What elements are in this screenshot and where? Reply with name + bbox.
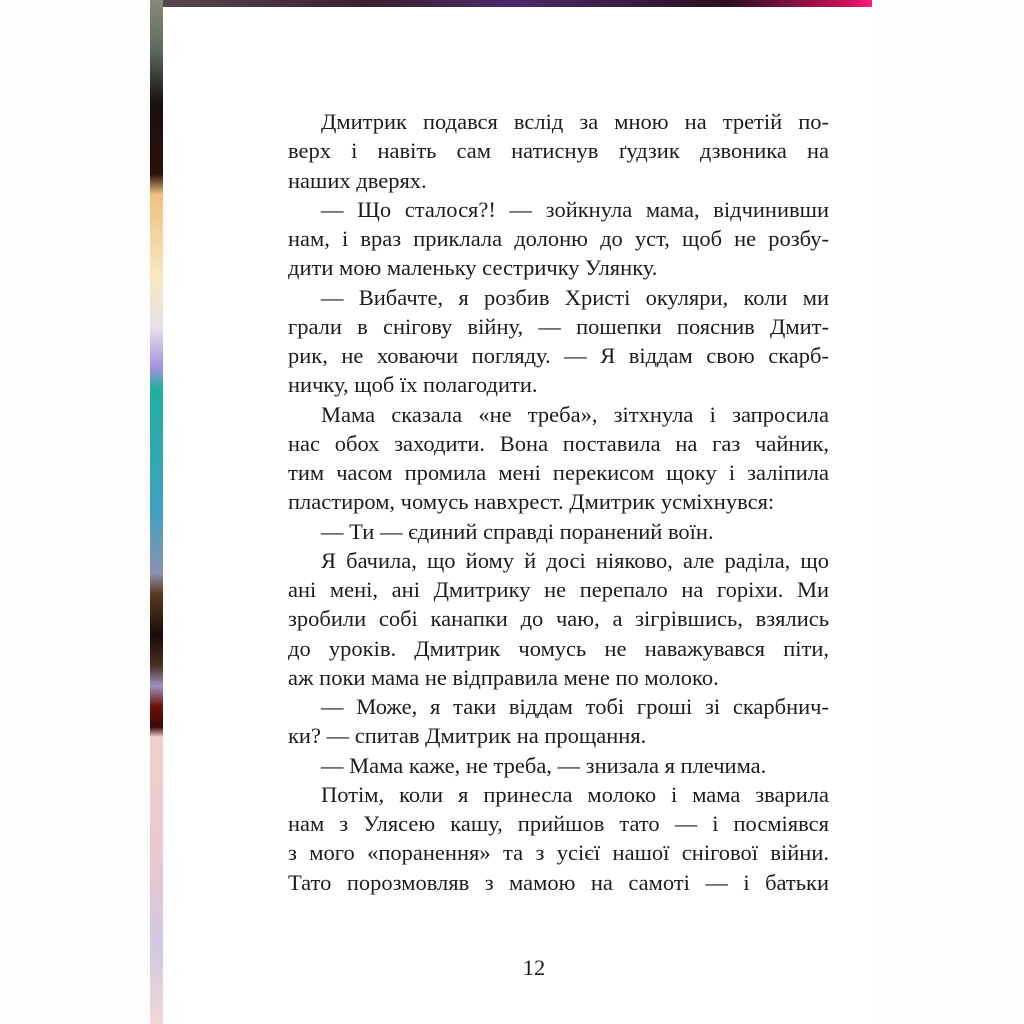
text-line: Тато порозмовляв з мамою на самоті — і батьки [288, 869, 829, 895]
text-line: з мого «поранення» та з усієї нашої снігової війни. [288, 840, 829, 866]
text-line: нам з Улясею кашу, прийшов тато — і посміявся [288, 811, 829, 836]
text-line: — Вибачте, я розбив Христі окуляри, коли ми [321, 284, 829, 310]
paragraph [288, 692, 829, 751]
paragraph [288, 517, 829, 546]
text-line: Потім, коли я принесла молоко і мама зварила [321, 781, 829, 807]
text-line: пластиром, чомусь навхрест. Дмитрик усміхнувся: [288, 489, 775, 515]
text-line: верх і навіть сам натиснув ґудзик дзвоника на [288, 138, 829, 164]
paragraph [288, 546, 829, 692]
text-line: Мама сказала «не треба», зітхнула і запросила [321, 401, 829, 427]
text-line: — Ти — єдиний справді поранений воїн. [321, 518, 714, 544]
text-line: рик, не ховаючи погляду. — Я віддам свою скарб- [288, 343, 829, 368]
text-line: — Мама каже, не треба, — знизала я плечима. [321, 752, 767, 778]
page-body-text [288, 107, 829, 897]
paragraph [288, 780, 829, 897]
paragraph [288, 283, 829, 400]
text-line: зробили собі канапки до чаю, а зігрівшись, взялись [288, 606, 829, 632]
text-line: ничку, щоб їх полагодити. [288, 372, 538, 398]
paragraph [288, 400, 829, 517]
text-line: наших дверях. [288, 167, 427, 193]
text-line: — Що сталося?! — зойкнула мама, відчинивши [321, 196, 829, 222]
paragraph [288, 751, 829, 780]
text-line: аж поки мама не відправила мене по молоко. [288, 664, 719, 690]
text-line: грали в снігову війну, — пошепки пояснив Дмит- [288, 313, 829, 339]
text-line: дити мою маленьку сестричку Улянку. [288, 255, 658, 281]
text-line: Дмитрик подався вслід за мною на третій по- [321, 109, 829, 134]
text-line: ки? — спитав Дмитрик на прощання. [288, 723, 647, 749]
text-line: нас обох заходити. Вона поставила на газ чайник, [288, 430, 829, 456]
text-line: тим часом промила мені перекисом щоку і заліпила [288, 460, 829, 485]
paragraph [288, 107, 829, 195]
text-line: нам, і враз приклала долоню до уст, щоб не розбу- [288, 226, 829, 251]
text-line: Я бачила, що йому й досі ніяково, але раділа, що [321, 547, 829, 573]
text-line: — Може, я таки віддам тобі гроші зі скарбнич- [321, 694, 829, 719]
text-line: до уроків. Дмитрик чомусь не наважувався піти, [288, 635, 829, 661]
background-left-edge [150, 0, 163, 1024]
background-top-edge [152, 0, 872, 7]
text-line: ані мені, ані Дмитрику не перепало на горіхи. Ми [288, 577, 829, 602]
paragraph [288, 195, 829, 283]
page-number: 12 [522, 955, 546, 980]
